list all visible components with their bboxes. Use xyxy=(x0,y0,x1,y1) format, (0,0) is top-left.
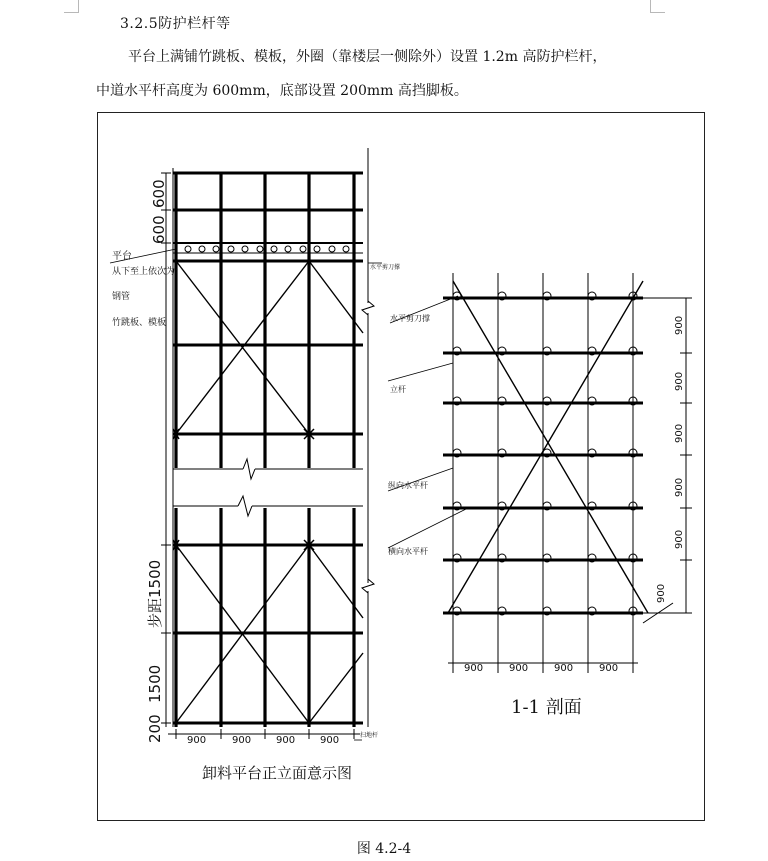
section-label-transverse: 横向水平杆 xyxy=(388,547,428,556)
section-right-dim-1: 900 xyxy=(674,315,685,335)
section-label-horizontal-brace: 水平剪刀撑 xyxy=(390,314,430,323)
elevation-labels xyxy=(112,179,400,782)
layer-steel-pipe: 钢管 xyxy=(112,292,131,302)
scaffold-drawing xyxy=(98,113,706,822)
section-right-dim-2: 900 xyxy=(674,371,685,391)
bottom-dim-4: 900 xyxy=(320,735,340,746)
dim-600-upper: 600 xyxy=(150,179,168,208)
page-corner-mark-right xyxy=(650,0,665,13)
section-bottom-dim-4: 900 xyxy=(599,663,619,674)
section-right-dim-5: 900 xyxy=(674,529,685,549)
layer-order-note: 从下至上依次为： xyxy=(112,267,185,277)
side-note: 水平剪刀撑 xyxy=(370,264,401,271)
section-bottom-dim-2: 900 xyxy=(509,663,529,674)
paragraph-line-2: 中道水平杆高度为 600mm，底部设置 200mm 高挡脚板。 xyxy=(96,83,468,99)
bottom-dim-3: 900 xyxy=(276,735,296,746)
dim-step-1500: 步距1500 xyxy=(146,559,164,628)
dim-1500: 1500 xyxy=(146,664,164,703)
layer-board: 竹跳板、模板 xyxy=(112,318,167,328)
platform-label: 平台 xyxy=(112,251,132,262)
figure-caption: 图 4.2-4 xyxy=(356,841,412,857)
section-bottom-dim-3: 900 xyxy=(554,663,574,674)
dim-600-lower: 600 xyxy=(150,215,168,244)
section-label-upright: 立杆 xyxy=(390,385,406,394)
section-heading: 3.2.5防护栏杆等 xyxy=(120,16,231,32)
section-drawing xyxy=(388,273,692,673)
bottom-dim-2: 900 xyxy=(232,735,252,746)
elevation-title: 卸料平台正立面意示图 xyxy=(202,764,353,782)
page-corner-mark-left xyxy=(64,0,79,13)
section-bottom-dim-1: 900 xyxy=(464,663,484,674)
bottom-dim-1: 900 xyxy=(187,735,207,746)
sweep-rod-note: 扫地杆 xyxy=(360,732,379,739)
dim-200: 200 xyxy=(146,714,164,743)
section-title: 1-1 剖面 xyxy=(511,697,582,718)
section-right-dim-4: 900 xyxy=(674,477,685,497)
section-labels xyxy=(388,313,685,718)
figure-frame xyxy=(97,112,705,821)
paragraph-line-1: 平台上满铺竹跳板、模板，外圈（靠楼层一侧除外）设置 1.2m 高防护栏杆， xyxy=(128,49,607,65)
section-label-longitudinal: 纵向水平杆 xyxy=(388,481,428,490)
section-right-dim-6: 900 xyxy=(656,583,667,603)
section-right-dim-3: 900 xyxy=(674,423,685,443)
